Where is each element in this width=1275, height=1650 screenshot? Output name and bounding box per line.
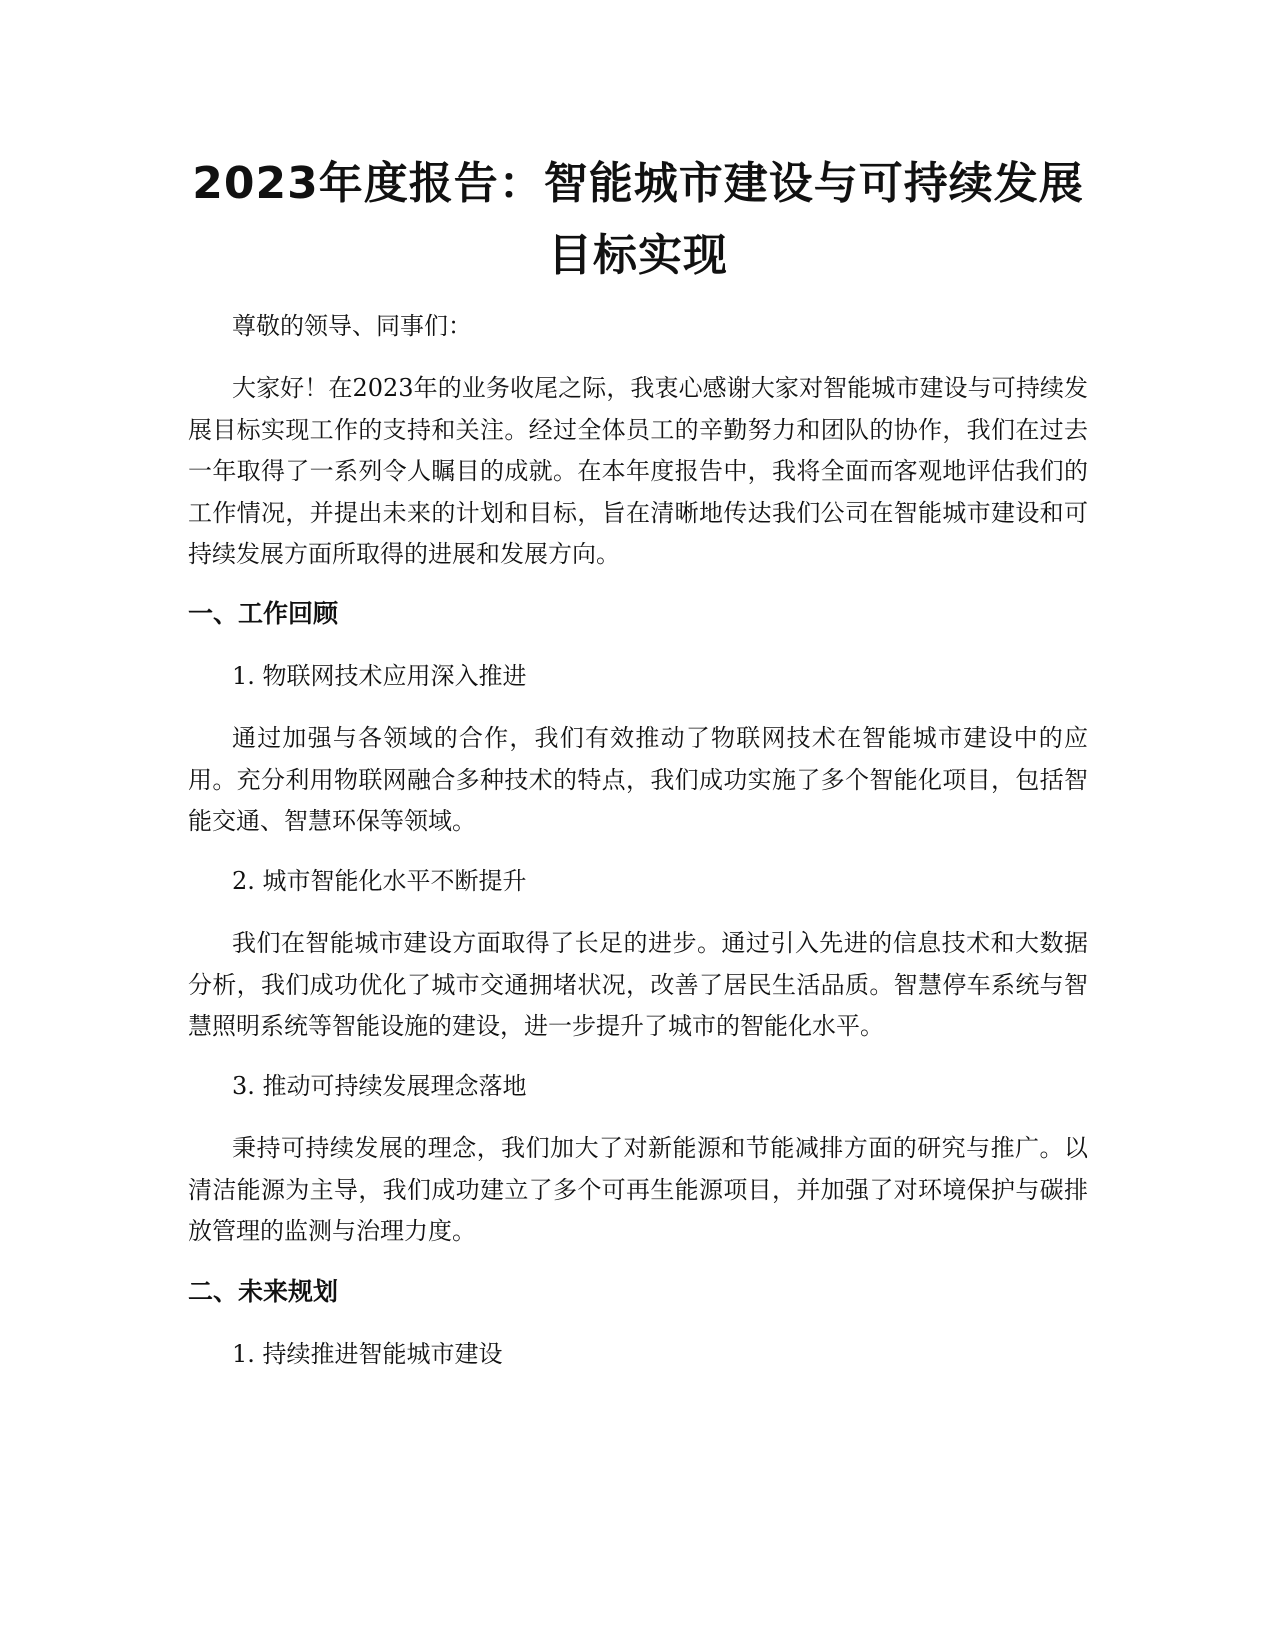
document-title [188,148,1088,292]
salutation: 尊敬的领导、同事们： [232,312,472,340]
title-line-2: 目标实现 [548,230,728,281]
section-1-item-1-body: 通过加强与各领域的合作，我们有效推动了物联网技术在智能城市建设中的应用。充分利用物联网融合多种技术的特点，我们成功实施了多个智能化项目，包括智能交通、智慧环保等领域。 [188,724,1088,835]
section-1-heading: 一、工作回顾 [188,599,339,628]
intro-paragraph: 大家好！在2023年的业务收尾之际，我衷心感谢大家对智能城市建设与可持续发展目标实现工作的支持和关注。经过全体员工的辛勤努力和团队的协作，我们在过去一年取得了一系列令人瞩目的成就。在本年度报告中，我将全面而客观地评估我们的工作情况，并提出未来的计划和目标，旨在清晰地传达我们公司在智能城市建设和可持续发展方面所取得的进展和发展方向。 [188,374,1088,568]
section-1-item-1-title: 1. 物联网技术应用深入推进 [232,662,527,690]
section-1-item-2-title: 2. 城市智能化水平不断提升 [232,867,527,895]
title-line-1: 2023年度报告：智能城市建设与可持续发展 [192,158,1084,209]
section-2-item-1-title: 1. 持续推进智能城市建设 [232,1340,503,1368]
section-1-item-3-body: 秉持可持续发展的理念，我们加大了对新能源和节能减排方面的研究与推广。以清洁能源为主导，我们成功建立了多个可再生能源项目，并加强了对环境保护与碳排放管理的监测与治理力度。 [188,1134,1088,1245]
section-1-item-3-title: 3. 推动可持续发展理念落地 [232,1072,527,1100]
section-2-heading: 二、未来规划 [188,1277,339,1306]
section-1-item-2-body: 我们在智能城市建设方面取得了长足的进步。通过引入先进的信息技术和大数据分析，我们成功优化了城市交通拥堵状况，改善了居民生活品质。智慧停车系统与智慧照明系统等智能设施的建设，进一步提升了城市的智能化水平。 [188,929,1088,1040]
